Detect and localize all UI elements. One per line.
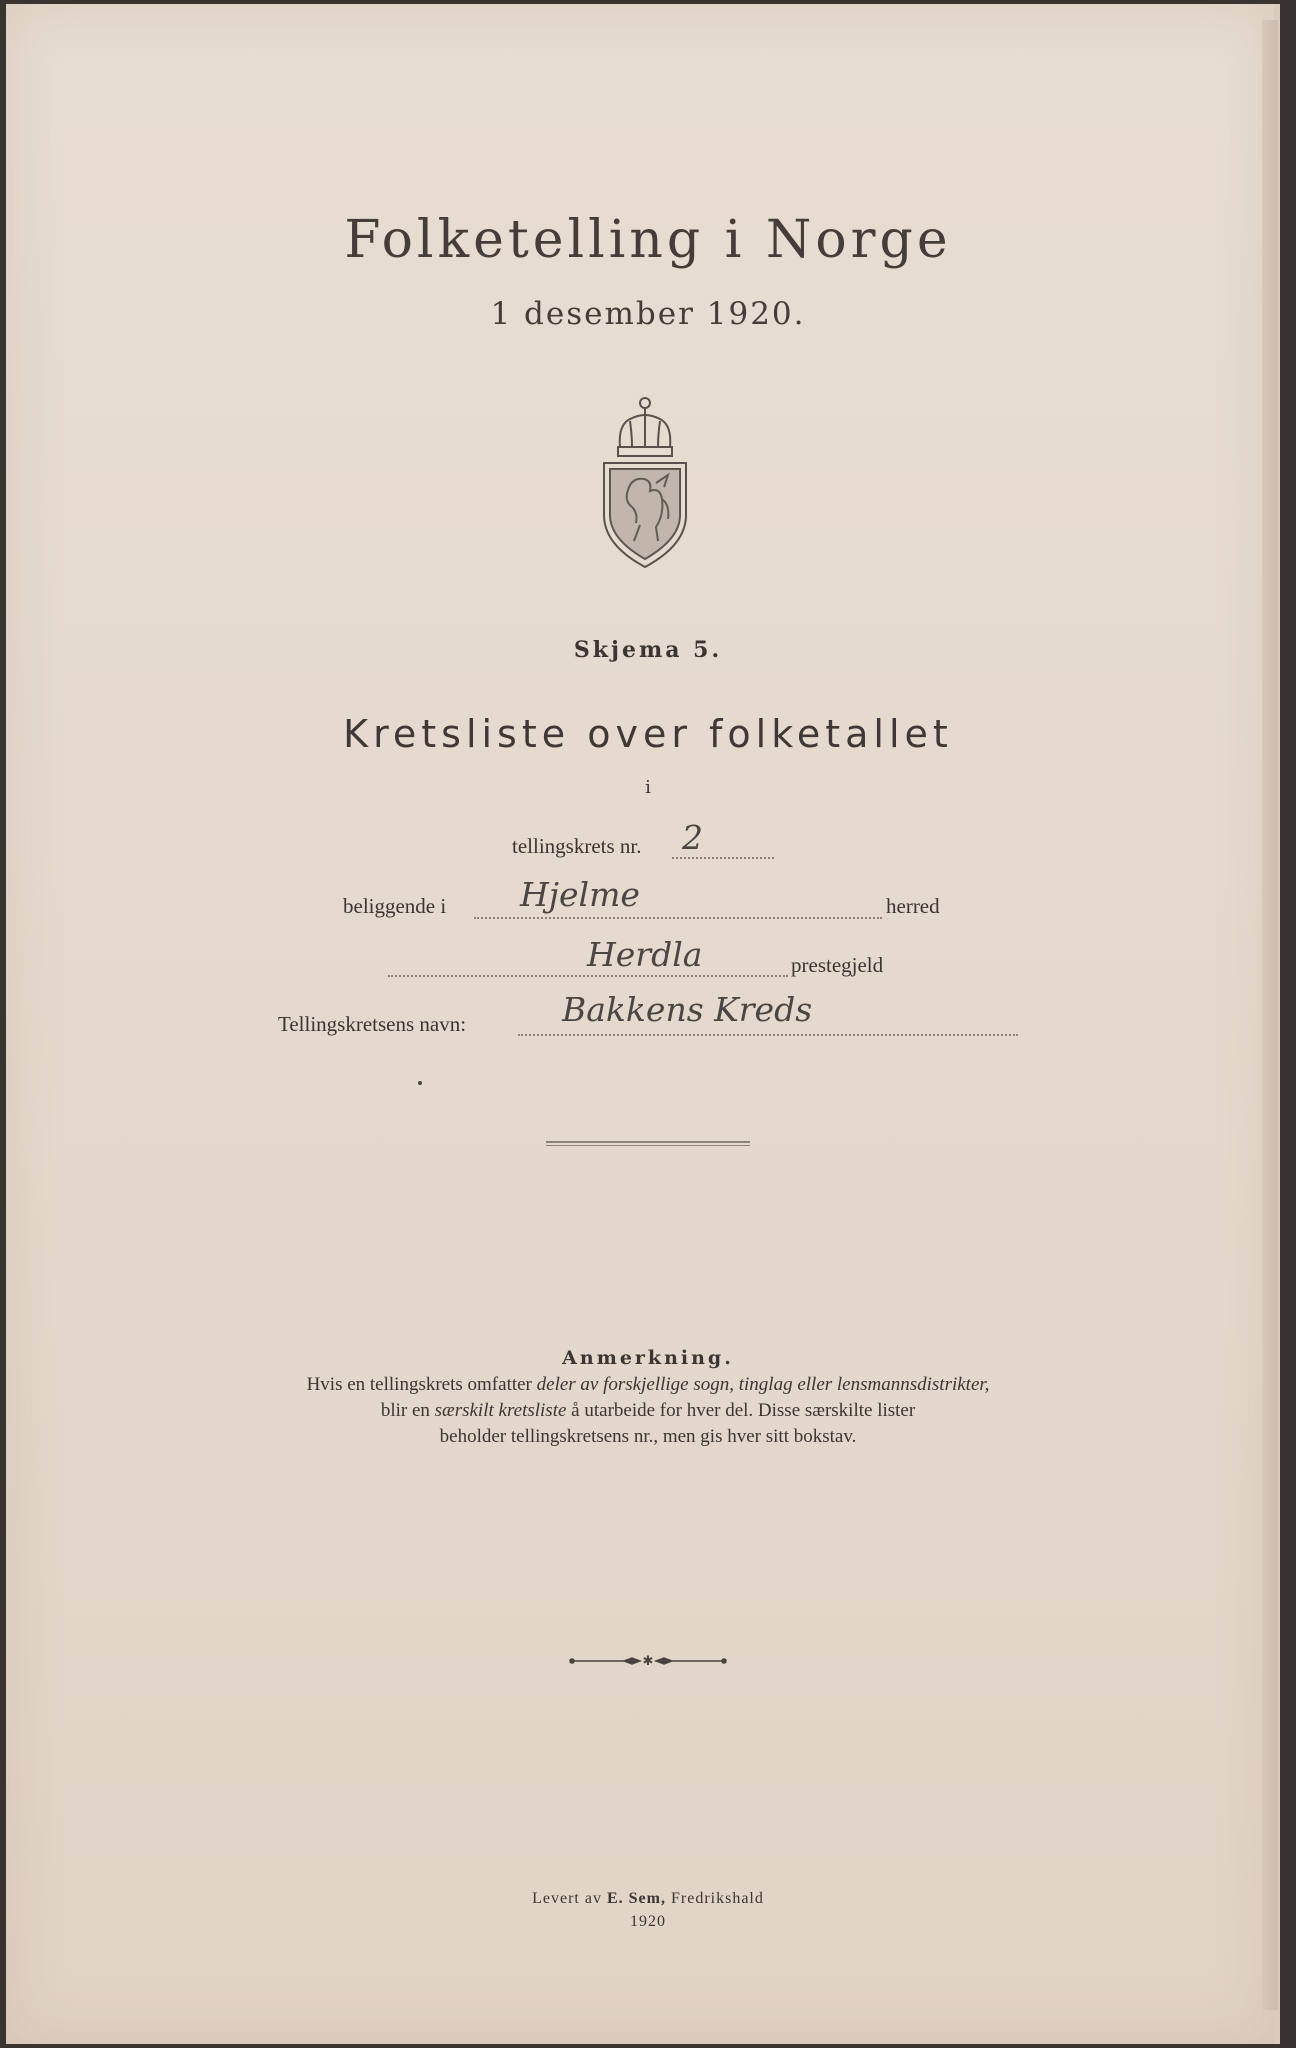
printer-prefix: Levert av xyxy=(532,1890,607,1907)
prestegjeld-dotted-line xyxy=(388,975,788,977)
navn-label: Tellingskretsens navn: xyxy=(278,1012,467,1036)
note-text: Hvis en tellingskrets omfatter xyxy=(306,1374,537,1395)
divider-line-top xyxy=(546,1141,750,1143)
svg-text:✱: ✱ xyxy=(642,1654,654,1669)
document-title: Folketelling i Norge xyxy=(344,210,952,270)
printer-name: E. Sem, xyxy=(606,1890,666,1907)
ornament-divider-icon xyxy=(568,1653,728,1669)
note-line-2 xyxy=(150,1398,1146,1424)
prestegjeld-value: Herdla xyxy=(587,935,703,974)
note-text: blir en xyxy=(380,1400,435,1421)
printer-credit xyxy=(0,1890,1296,1908)
krets-label: tellingskrets nr. xyxy=(512,834,642,858)
navn-value: Bakkens Kreds xyxy=(562,990,813,1029)
krets-value: 2 xyxy=(682,818,703,857)
note-emphasis: særskilt kretsliste xyxy=(434,1400,567,1421)
printer-year: 1920 xyxy=(630,1913,666,1930)
note-emphasis: deler av forskjellige sogn, tinglag eller lensmannsdistrikter, xyxy=(536,1374,990,1395)
note-text: å utarbeide for hver del. Disse særskilte lister xyxy=(566,1400,916,1421)
krets-dotted-line xyxy=(672,857,774,859)
schema-number: Skjema 5. xyxy=(573,637,723,663)
ink-dot xyxy=(418,1081,422,1085)
herred-suffix: herred xyxy=(886,894,940,918)
navn-dotted-line xyxy=(518,1034,1018,1036)
note-line-3: beholder tellingskretsens nr., men gis hver sitt bokstav. xyxy=(439,1426,857,1447)
prestegjeld-suffix: prestegjeld xyxy=(791,953,884,977)
note-line-1 xyxy=(150,1372,1146,1398)
census-date: 1 desember 1920. xyxy=(490,296,806,332)
printer-place: Fredrikshald xyxy=(665,1890,764,1907)
herred-value: Hjelme xyxy=(520,875,640,914)
form-heading: Kretsliste over folketallet xyxy=(343,712,953,756)
divider-line-bottom xyxy=(546,1145,750,1146)
note-title: Anmerkning. xyxy=(562,1347,734,1369)
norway-coat-of-arms-icon xyxy=(598,395,692,570)
herred-prefix: beliggende i xyxy=(343,894,447,918)
herred-dotted-line xyxy=(474,917,882,919)
connector-word: i xyxy=(645,777,651,798)
